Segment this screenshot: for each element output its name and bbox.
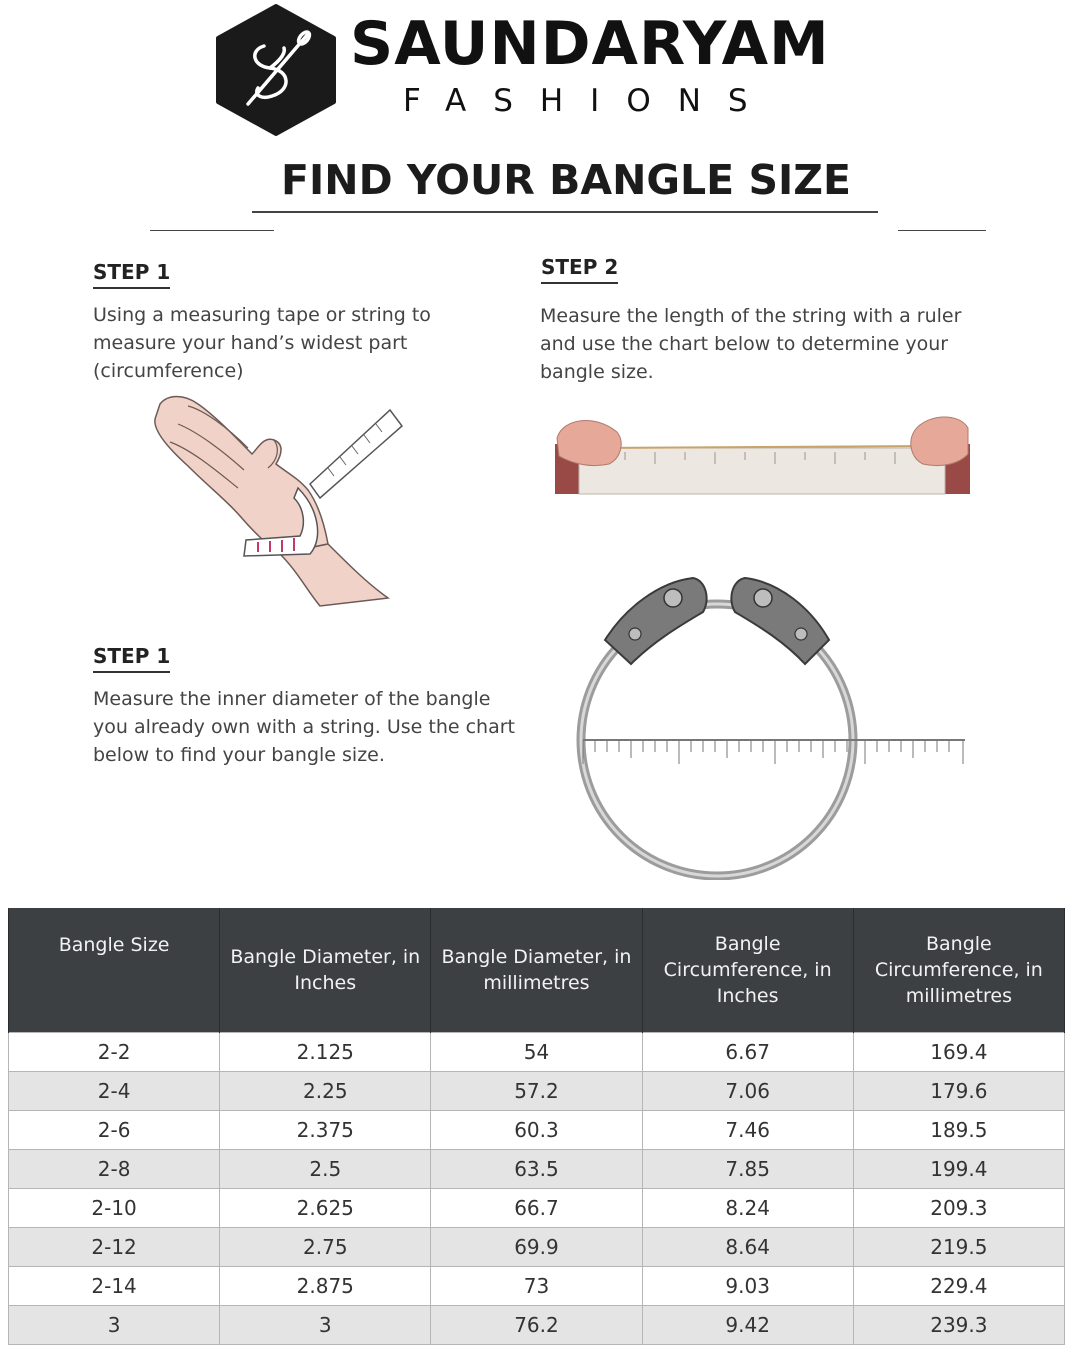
table-cell: 209.3 (853, 1188, 1064, 1227)
table-cell: 2.75 (220, 1227, 431, 1266)
table-cell: 2-14 (9, 1266, 220, 1305)
table-cell: 73 (431, 1266, 642, 1305)
string-on-ruler-icon (555, 408, 970, 500)
bangle-with-ruler-icon (565, 568, 967, 880)
table-cell: 66.7 (431, 1188, 642, 1227)
table-cell: 8.64 (642, 1227, 853, 1266)
table-cell: 2-8 (9, 1149, 220, 1188)
table-row (9, 1110, 1065, 1149)
table-cell: 7.85 (642, 1149, 853, 1188)
table-row (9, 1149, 1065, 1188)
table-cell: 3 (9, 1305, 220, 1344)
table-cell: 2-4 (9, 1071, 220, 1110)
table-cell: 219.5 (853, 1227, 1064, 1266)
table-cell: 60.3 (431, 1110, 642, 1149)
hand-measuring-tape-icon (148, 388, 408, 610)
table-row (9, 1227, 1065, 1266)
header-circumference-inches: Bangle Circumference, in Inches (642, 908, 853, 1032)
table-cell: 2.875 (220, 1266, 431, 1305)
table-cell: 9.03 (642, 1266, 853, 1305)
table-cell: 69.9 (431, 1227, 642, 1266)
table-row (9, 1032, 1065, 1071)
table-cell: 2.125 (220, 1032, 431, 1071)
table-cell: 2-6 (9, 1110, 220, 1149)
step-3-heading: STEP 1 (93, 644, 171, 668)
table-cell: 63.5 (431, 1149, 642, 1188)
table-cell: 54 (431, 1032, 642, 1071)
table-cell: 199.4 (853, 1149, 1064, 1188)
table-row (9, 1266, 1065, 1305)
table-cell: 179.6 (853, 1071, 1064, 1110)
table-row (9, 1071, 1065, 1110)
table-cell: 2-12 (9, 1227, 220, 1266)
table-cell: 169.4 (853, 1032, 1064, 1071)
table-row (9, 1305, 1065, 1344)
page-title: FIND YOUR BANGLE SIZE (281, 156, 851, 204)
divider-right (898, 230, 986, 231)
table-cell: 2.25 (220, 1071, 431, 1110)
table-cell: 9.42 (642, 1305, 853, 1344)
table-cell: 7.46 (642, 1110, 853, 1149)
brand-logo-icon (214, 4, 338, 136)
step-3-text: Measure the inner diameter of the bangle you already own with a string. Use the chart below to find your bangle size. (93, 688, 515, 766)
table-cell: 3 (220, 1305, 431, 1344)
table-cell: 76.2 (431, 1305, 642, 1344)
table-cell: 7.06 (642, 1071, 853, 1110)
step-1-text: Using a measuring tape or string to measure your hand’s widest part (circumference) (93, 304, 431, 382)
table-header-row (9, 908, 1065, 1032)
table-cell: 57.2 (431, 1071, 642, 1110)
header-diameter-inches: Bangle Diameter, in Inches (220, 908, 431, 1032)
table-cell: 2.375 (220, 1110, 431, 1149)
brand-tagline: FASHIONS (403, 83, 775, 119)
table-cell: 229.4 (853, 1266, 1064, 1305)
header-bangle-size: Bangle Size (9, 908, 220, 1032)
bangle-size-table (8, 908, 1065, 1345)
divider-left (150, 230, 274, 231)
step-2-heading: STEP 2 (541, 255, 619, 279)
table-cell: 2.625 (220, 1188, 431, 1227)
table-cell: 2-2 (9, 1032, 220, 1071)
header-diameter-mm: Bangle Diameter, in millimetres (431, 908, 642, 1032)
table-cell: 2.5 (220, 1149, 431, 1188)
table-row (9, 1188, 1065, 1227)
header-circumference-mm: Bangle Circumference, in millimetres (853, 908, 1064, 1032)
table-cell: 6.67 (642, 1032, 853, 1071)
table-cell: 189.5 (853, 1110, 1064, 1149)
step-2-text: Measure the length of the string with a ruler and use the chart below to determine your bangle size. (540, 305, 962, 383)
title-underline (252, 211, 878, 213)
table-cell: 2-10 (9, 1188, 220, 1227)
table-cell: 8.24 (642, 1188, 853, 1227)
step-1-heading: STEP 1 (93, 260, 171, 284)
table-cell: 239.3 (853, 1305, 1064, 1344)
brand-name: SAUNDARYAM (350, 9, 830, 79)
